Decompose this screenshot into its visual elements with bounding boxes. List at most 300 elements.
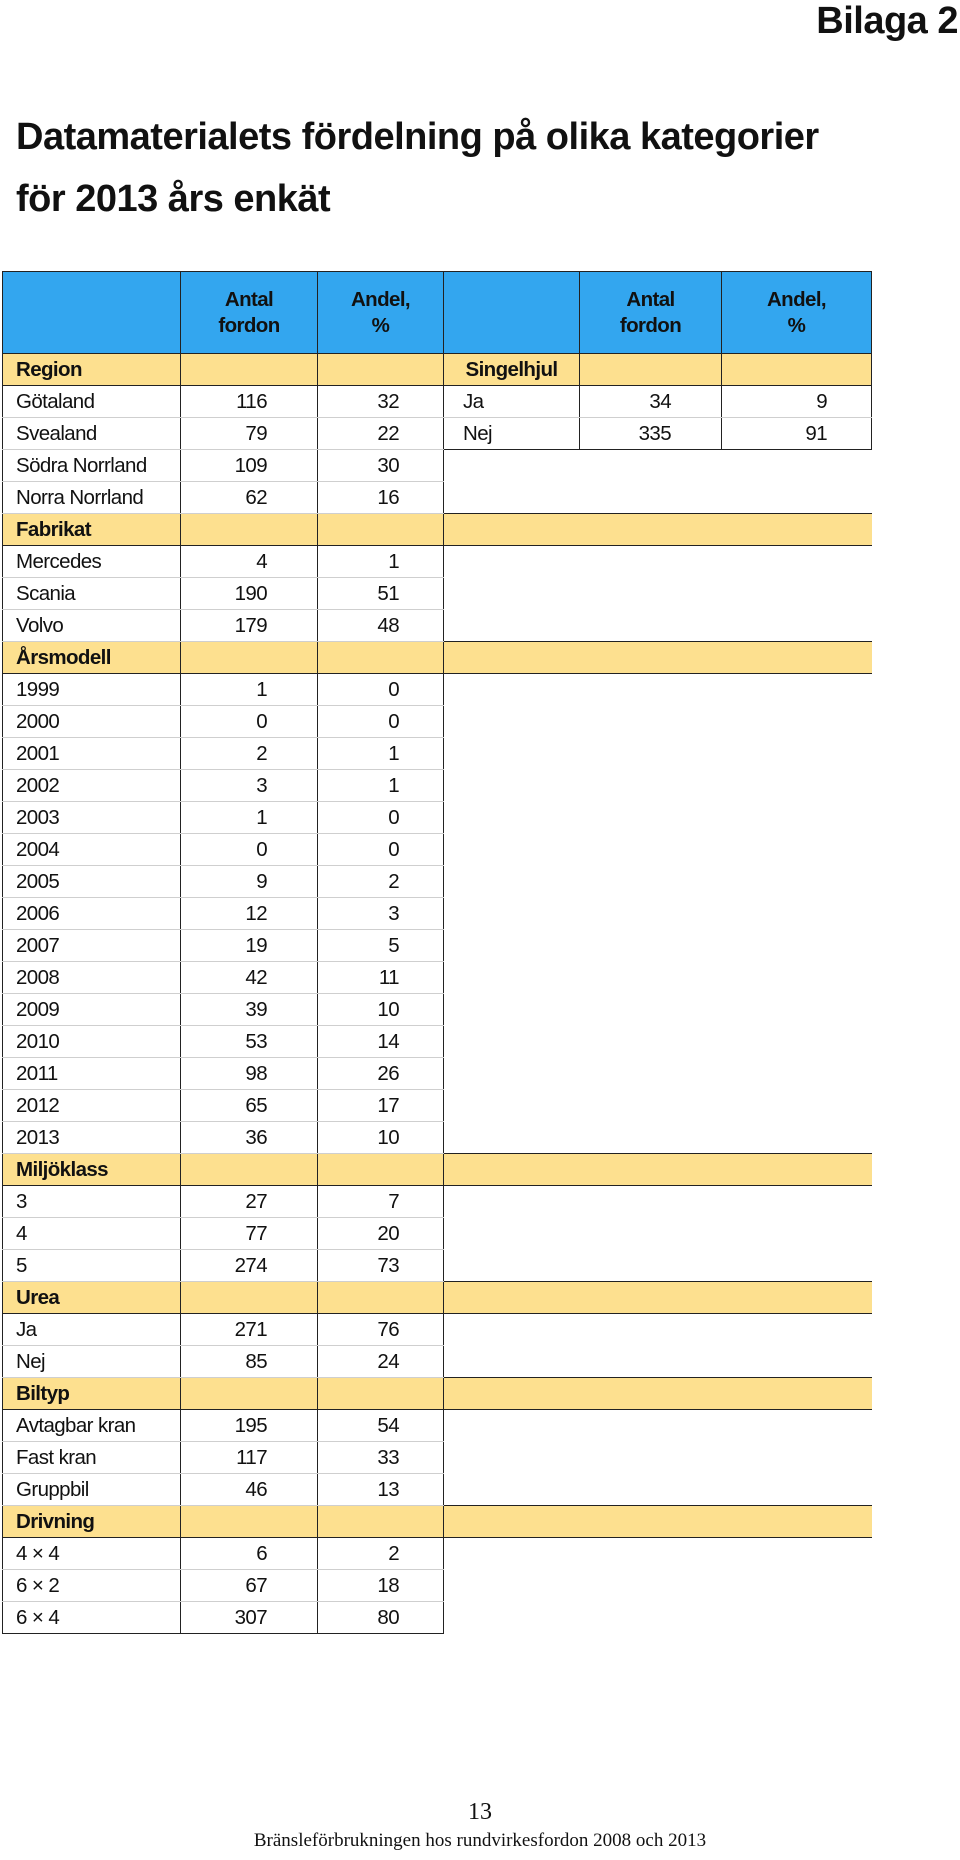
antal-value: 53	[181, 1026, 318, 1058]
andel-value: 1	[318, 546, 444, 578]
row-label-text: Scania	[16, 581, 76, 605]
header-line: fordon	[619, 313, 682, 337]
row-label	[3, 1602, 181, 1634]
antal-value: 109	[181, 450, 318, 482]
empty-cell	[580, 514, 722, 546]
table-row	[3, 1602, 872, 1634]
empty-cell	[722, 994, 872, 1026]
empty-cell	[580, 1378, 722, 1410]
section-row	[3, 1154, 872, 1186]
table-row	[3, 546, 872, 578]
row-label	[3, 802, 181, 834]
table-row	[3, 1250, 872, 1282]
header-andel	[318, 272, 444, 354]
empty-cell	[444, 642, 580, 674]
row-label-text: 2011	[16, 1061, 58, 1085]
singelhjul-antal: 34	[580, 386, 722, 418]
andel-value: 10	[318, 1122, 444, 1154]
header-line: fordon	[218, 313, 280, 337]
table-row	[3, 994, 872, 1026]
row-label-text: 3	[16, 1189, 27, 1213]
row-label-text: Ja	[16, 1317, 37, 1341]
antal-value: 42	[181, 962, 318, 994]
antal-value: 12	[181, 898, 318, 930]
empty-cell	[722, 1218, 872, 1250]
empty-cell	[444, 706, 580, 738]
row-label	[3, 898, 181, 930]
antal-value: 2	[181, 738, 318, 770]
distribution-table-body	[3, 272, 872, 1634]
empty-cell	[722, 1410, 872, 1442]
antal-value: 39	[181, 994, 318, 1026]
andel-value: 1	[318, 770, 444, 802]
empty-cell	[444, 738, 580, 770]
empty-cell	[722, 642, 872, 674]
antal-value: 77	[181, 1218, 318, 1250]
antal-value: 98	[181, 1058, 318, 1090]
row-label-text: Volvo	[16, 613, 64, 637]
row-label-text: 2004	[16, 837, 60, 861]
empty-cell	[580, 1154, 722, 1186]
row-label	[3, 1026, 181, 1058]
andel-value: 0	[318, 706, 444, 738]
empty-cell	[444, 1474, 580, 1506]
andel-value: 5	[318, 930, 444, 962]
antal-value: 79	[181, 418, 318, 450]
row-label	[3, 1538, 181, 1570]
empty-cell	[444, 866, 580, 898]
empty-cell	[580, 1058, 722, 1090]
empty-cell	[580, 866, 722, 898]
row-label	[3, 1314, 181, 1346]
empty-cell	[722, 546, 872, 578]
row-label	[3, 578, 181, 610]
header-line: %	[371, 313, 390, 337]
empty-cell	[444, 962, 580, 994]
empty-cell	[444, 514, 580, 546]
section-cell-empty	[181, 1282, 318, 1314]
empty-cell	[580, 1250, 722, 1282]
empty-cell	[444, 1538, 580, 1570]
row-label	[3, 994, 181, 1026]
empty-cell	[722, 1122, 872, 1154]
empty-cell	[722, 1314, 872, 1346]
andel-value: 1	[318, 738, 444, 770]
empty-cell	[444, 1154, 580, 1186]
empty-cell	[444, 1218, 580, 1250]
page-title-line-2: för 2013 års enkät	[16, 178, 331, 220]
page-footer: Bränsleförbrukningen hos rundvirkesfordon 2008 och 2013	[253, 1830, 707, 1851]
table-row	[3, 1346, 872, 1378]
section-cell-empty	[318, 1378, 444, 1410]
row-label	[3, 1122, 181, 1154]
table-row	[3, 1474, 872, 1506]
empty-cell	[722, 1378, 872, 1410]
row-label-text: 4 × 4	[16, 1541, 60, 1565]
empty-cell	[444, 994, 580, 1026]
row-label	[3, 418, 181, 450]
header-line: Antal	[224, 287, 274, 311]
section-title: Årsmodell	[3, 642, 181, 674]
row-label	[3, 930, 181, 962]
antal-value: 0	[181, 706, 318, 738]
header-line: Antal	[626, 287, 675, 311]
table-header-row	[3, 272, 872, 354]
table-row	[3, 386, 872, 418]
table-row	[3, 1122, 872, 1154]
section-cell-empty	[181, 514, 318, 546]
row-label	[3, 834, 181, 866]
table-row	[3, 450, 872, 482]
section-title: Region	[3, 354, 181, 386]
andel-value: 22	[318, 418, 444, 450]
empty-cell	[580, 642, 722, 674]
empty-cell	[722, 1282, 872, 1314]
antal-value: 179	[181, 610, 318, 642]
section-cell-empty	[318, 354, 444, 386]
appendix-label: Bilaga 2	[816, 0, 958, 42]
empty-cell	[444, 834, 580, 866]
andel-value: 17	[318, 1090, 444, 1122]
antal-value: 67	[181, 1570, 318, 1602]
row-label-text: 6 × 2	[16, 1573, 60, 1597]
empty-cell	[444, 1602, 580, 1634]
table-row	[3, 578, 872, 610]
empty-cell	[580, 930, 722, 962]
empty-cell	[580, 834, 722, 866]
antal-value: 46	[181, 1474, 318, 1506]
empty-cell	[722, 1154, 872, 1186]
empty-cell	[580, 1026, 722, 1058]
empty-cell	[444, 450, 580, 482]
antal-value: 195	[181, 1410, 318, 1442]
section-cell-empty	[181, 354, 318, 386]
header-cell-empty	[3, 272, 181, 354]
page-title	[16, 106, 916, 230]
header-line: Andel,	[766, 287, 827, 311]
empty-cell	[722, 1090, 872, 1122]
antal-value: 6	[181, 1538, 318, 1570]
section-title: Fabrikat	[3, 514, 181, 546]
table-row	[3, 930, 872, 962]
section-cell-empty	[580, 354, 722, 386]
row-label-text: 5	[16, 1253, 27, 1277]
table-row	[3, 898, 872, 930]
andel-value: 3	[318, 898, 444, 930]
row-label-text: 1999	[16, 677, 60, 701]
empty-cell	[444, 802, 580, 834]
table-row	[3, 482, 872, 514]
section-row	[3, 1282, 872, 1314]
empty-cell	[722, 1026, 872, 1058]
empty-cell	[580, 1314, 722, 1346]
empty-cell	[580, 482, 722, 514]
empty-cell	[722, 770, 872, 802]
empty-cell	[580, 610, 722, 642]
empty-cell	[722, 1250, 872, 1282]
section-title: Drivning	[3, 1506, 181, 1538]
antal-value: 0	[181, 834, 318, 866]
empty-cell	[580, 1122, 722, 1154]
empty-cell	[444, 1250, 580, 1282]
row-label	[3, 706, 181, 738]
andel-value: 33	[318, 1442, 444, 1474]
empty-cell	[580, 738, 722, 770]
empty-cell	[580, 546, 722, 578]
empty-cell	[580, 770, 722, 802]
header-cell-empty	[444, 272, 580, 354]
andel-value: 2	[318, 1538, 444, 1570]
empty-cell	[444, 1378, 580, 1410]
empty-cell	[444, 1506, 580, 1538]
table-row	[3, 834, 872, 866]
row-label	[3, 546, 181, 578]
table-row	[3, 1026, 872, 1058]
section-cell-empty	[181, 1154, 318, 1186]
empty-cell	[580, 674, 722, 706]
row-label-text: 2005	[16, 869, 60, 893]
andel-value: 73	[318, 1250, 444, 1282]
empty-cell	[580, 1346, 722, 1378]
section-row	[3, 1506, 872, 1538]
section-cell-empty	[318, 1282, 444, 1314]
empty-cell	[444, 1090, 580, 1122]
empty-cell	[722, 1346, 872, 1378]
row-label-text: Avtagbar kran	[16, 1413, 136, 1437]
empty-cell	[580, 1186, 722, 1218]
row-label-text: Norra Norrland	[16, 485, 144, 509]
singelhjul-title: Singelhjul	[444, 354, 580, 386]
andel-value: 48	[318, 610, 444, 642]
singelhjul-andel: 9	[722, 386, 872, 418]
antal-value: 4	[181, 546, 318, 578]
table-row	[3, 962, 872, 994]
andel-value: 10	[318, 994, 444, 1026]
row-label	[3, 1218, 181, 1250]
row-label	[3, 770, 181, 802]
singelhjul-label: Nej	[444, 418, 580, 450]
empty-cell	[444, 1026, 580, 1058]
row-label	[3, 610, 181, 642]
andel-value: 0	[318, 834, 444, 866]
andel-value: 20	[318, 1218, 444, 1250]
empty-cell	[444, 770, 580, 802]
row-label	[3, 1570, 181, 1602]
empty-cell	[580, 1282, 722, 1314]
empty-cell	[722, 1474, 872, 1506]
section-title: Urea	[3, 1282, 181, 1314]
empty-cell	[722, 1442, 872, 1474]
row-label-text: 2007	[16, 933, 60, 957]
table-row	[3, 1058, 872, 1090]
row-label-text: 4	[16, 1221, 27, 1245]
section-row	[3, 354, 872, 386]
row-label-text: 2012	[16, 1093, 60, 1117]
empty-cell	[722, 802, 872, 834]
andel-value: 76	[318, 1314, 444, 1346]
antal-value: 85	[181, 1346, 318, 1378]
distribution-table	[2, 271, 872, 1634]
row-label-text: Fast kran	[16, 1445, 97, 1469]
header-antal-fordon	[181, 272, 318, 354]
empty-cell	[722, 482, 872, 514]
section-row	[3, 514, 872, 546]
andel-value: 51	[318, 578, 444, 610]
row-label	[3, 674, 181, 706]
empty-cell	[444, 930, 580, 962]
table-row	[3, 610, 872, 642]
row-label-text: Nej	[16, 1349, 45, 1373]
row-label	[3, 1058, 181, 1090]
antal-value: 62	[181, 482, 318, 514]
row-label-text: 2001	[16, 741, 60, 765]
page-title-line-1: Datamaterialets fördelning på olika kategorier	[16, 116, 819, 158]
empty-cell	[580, 1442, 722, 1474]
empty-cell	[444, 674, 580, 706]
section-cell-empty	[318, 1154, 444, 1186]
header-line: %	[787, 313, 806, 337]
table-row	[3, 1090, 872, 1122]
empty-cell	[580, 898, 722, 930]
table-row	[3, 674, 872, 706]
header-antal-fordon-2	[580, 272, 722, 354]
row-label	[3, 386, 181, 418]
empty-cell	[444, 1442, 580, 1474]
section-cell-empty	[318, 1506, 444, 1538]
row-label	[3, 1410, 181, 1442]
empty-cell	[722, 898, 872, 930]
empty-cell	[444, 610, 580, 642]
table-row	[3, 866, 872, 898]
empty-cell	[722, 1570, 872, 1602]
andel-value: 26	[318, 1058, 444, 1090]
table-row	[3, 1314, 872, 1346]
empty-cell	[444, 1570, 580, 1602]
empty-cell	[722, 674, 872, 706]
table-row	[3, 1570, 872, 1602]
table-row	[3, 770, 872, 802]
empty-cell	[722, 834, 872, 866]
empty-cell	[580, 1410, 722, 1442]
table-row	[3, 706, 872, 738]
page-number: 13	[468, 1799, 492, 1825]
row-label-text: 2009	[16, 997, 60, 1021]
empty-cell	[722, 578, 872, 610]
table-row	[3, 1442, 872, 1474]
empty-cell	[444, 1346, 580, 1378]
empty-cell	[722, 962, 872, 994]
empty-cell	[580, 994, 722, 1026]
antal-value: 65	[181, 1090, 318, 1122]
empty-cell	[722, 610, 872, 642]
row-label-text: 2006	[16, 901, 60, 925]
row-label-text: 2010	[16, 1029, 60, 1053]
row-label	[3, 1346, 181, 1378]
row-label	[3, 450, 181, 482]
table-row	[3, 802, 872, 834]
section-cell-empty	[181, 1506, 318, 1538]
empty-cell	[444, 1122, 580, 1154]
row-label	[3, 1186, 181, 1218]
empty-cell	[722, 866, 872, 898]
andel-value: 0	[318, 802, 444, 834]
table-row	[3, 1410, 872, 1442]
empty-cell	[444, 482, 580, 514]
empty-cell	[580, 450, 722, 482]
andel-value: 80	[318, 1602, 444, 1634]
antal-value: 274	[181, 1250, 318, 1282]
empty-cell	[580, 1090, 722, 1122]
andel-value: 2	[318, 866, 444, 898]
empty-cell	[444, 1314, 580, 1346]
table-row	[3, 1538, 872, 1570]
section-row	[3, 642, 872, 674]
row-label	[3, 482, 181, 514]
singelhjul-antal: 335	[580, 418, 722, 450]
section-cell-empty	[318, 514, 444, 546]
section-title: Biltyp	[3, 1378, 181, 1410]
andel-value: 32	[318, 386, 444, 418]
andel-value: 18	[318, 1570, 444, 1602]
table-row	[3, 1186, 872, 1218]
empty-cell	[580, 1570, 722, 1602]
empty-cell	[444, 1282, 580, 1314]
row-label-text: 6 × 4	[16, 1605, 60, 1629]
section-cell-empty	[318, 642, 444, 674]
empty-cell	[444, 1186, 580, 1218]
empty-cell	[580, 1474, 722, 1506]
row-label-text: 2000	[16, 709, 60, 733]
empty-cell	[722, 1058, 872, 1090]
andel-value: 11	[318, 962, 444, 994]
row-label	[3, 1250, 181, 1282]
section-title: Miljöklass	[3, 1154, 181, 1186]
antal-value: 27	[181, 1186, 318, 1218]
andel-value: 30	[318, 450, 444, 482]
singelhjul-label: Ja	[444, 386, 580, 418]
empty-cell	[444, 546, 580, 578]
row-label-text: 2008	[16, 965, 60, 989]
antal-value: 117	[181, 1442, 318, 1474]
empty-cell	[722, 738, 872, 770]
empty-cell	[722, 706, 872, 738]
empty-cell	[722, 930, 872, 962]
andel-value: 54	[318, 1410, 444, 1442]
row-label-text: Svealand	[16, 421, 97, 445]
section-cell-empty	[722, 354, 872, 386]
andel-value: 7	[318, 1186, 444, 1218]
empty-cell	[580, 578, 722, 610]
empty-cell	[580, 1538, 722, 1570]
empty-cell	[580, 962, 722, 994]
antal-value: 3	[181, 770, 318, 802]
antal-value: 307	[181, 1602, 318, 1634]
empty-cell	[444, 898, 580, 930]
row-label-text: 2013	[16, 1125, 60, 1149]
row-label-text: 2002	[16, 773, 60, 797]
empty-cell	[580, 1602, 722, 1634]
header-line: Andel,	[350, 287, 411, 311]
empty-cell	[580, 802, 722, 834]
empty-cell	[722, 1186, 872, 1218]
antal-value: 9	[181, 866, 318, 898]
empty-cell	[580, 1218, 722, 1250]
row-label-text: Södra Norrland	[16, 453, 147, 477]
header-andel-2	[722, 272, 872, 354]
empty-cell	[722, 514, 872, 546]
antal-value: 116	[181, 386, 318, 418]
row-label	[3, 1474, 181, 1506]
